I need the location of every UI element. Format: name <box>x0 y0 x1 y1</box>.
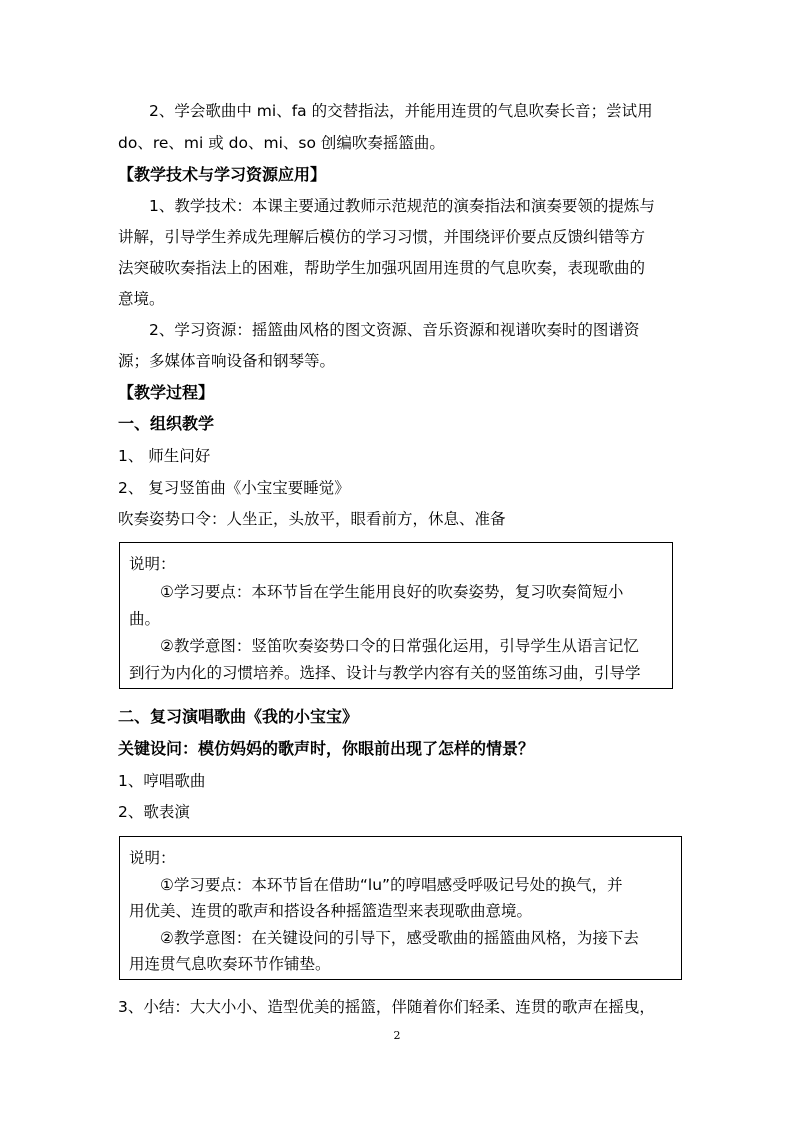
note-box-2-title: 说明： <box>129 849 176 867</box>
section-1-heading: 一、组织教学 <box>118 414 215 433</box>
note-box-1-p1-line-2: 曲。 <box>129 610 161 628</box>
note-box-2-p2-line-2: 用连贯气息吹奏环节作铺垫。 <box>129 955 331 973</box>
section-1-item-2: 2、 复习竖笛曲《小宝宝要睡觉》 <box>118 479 350 497</box>
tech-1-line-3: 法突破吹奏指法上的困难，帮助学生加强巩固用连贯的气息吹奏，表现歌曲的 <box>118 259 646 277</box>
note-box-1-p2-line-2: 到行为内化的习惯培养。选择、设计与教学内容有关的竖笛练习曲，引导学 <box>129 664 641 682</box>
note-box-2 <box>119 836 682 980</box>
section-2-heading: 二、复习演唱歌曲《我的小宝宝》 <box>118 707 359 726</box>
note-box-2-p1-line-2: 用优美、连贯的歌声和搭设各种摇篮造型来表现歌曲意境。 <box>129 902 533 920</box>
note-box-1-title: 说明： <box>129 555 176 573</box>
tech-1-line-2: 讲解，引导学生养成先理解后模仿的学习习惯，并围绕评价要点反馈纠错等方 <box>118 228 646 246</box>
resource-2-line-1: 2、学习资源：摇篮曲风格的图文资源、音乐资源和视谱吹奏时的图谱资 <box>149 321 640 339</box>
note-box-1-p2-line-1: ②教学意图：竖笛吹奏姿势口令的日常强化运用，引导学生从语言记忆 <box>160 637 639 655</box>
key-question: 关键设问：模仿妈妈的歌声时，你眼前出现了怎样的情景？ <box>118 739 535 758</box>
section-2-item-1: 1、哼唱歌曲 <box>118 772 206 790</box>
resource-2-line-2: 源；多媒体音响设备和钢琴等。 <box>118 352 336 370</box>
process-heading: 【教学过程】 <box>118 383 215 402</box>
objective-2-line-2: do、re、mi 或 do、mi、so 创编吹奏摇篮曲。 <box>118 134 445 152</box>
section-2-item-2: 2、歌表演 <box>118 803 190 821</box>
note-box-1-p1-line-1: ①学习要点：本环节旨在学生能用良好的吹奏姿势，复习吹奏简短小 <box>160 583 624 601</box>
posture-command: 吹奏姿势口令：人坐正，头放平，眼看前方，休息、准备 <box>118 510 506 528</box>
page-number: 2 <box>393 1029 401 1042</box>
note-box-2-p2-line-1: ②教学意图：在关键设问的引导下，感受歌曲的摇篮曲风格，为接下去 <box>160 929 639 947</box>
objective-2-line-1: 2、学会歌曲中 mi、fa 的交替指法，并能用连贯的气息吹奏长音；尝试用 <box>149 102 653 120</box>
tech-heading: 【教学技术与学习资源应用】 <box>118 165 327 184</box>
section-1-item-1: 1、 师生问好 <box>118 447 211 465</box>
note-box-2-p1-line-1: ①学习要点：本环节旨在借助“lu”的哼唱感受呼吸记号处的换气，并 <box>160 876 623 894</box>
summary-line: 3、小结：大大小小、造型优美的摇篮，伴随着你们轻柔、连贯的歌声在摇曳， <box>118 998 655 1016</box>
tech-1-line-4: 意境。 <box>118 290 165 308</box>
tech-1-line-1: 1、教学技术：本课主要通过教师示范规范的演奏指法和演奏要领的提炼与 <box>149 197 655 215</box>
note-box-1 <box>119 542 673 689</box>
